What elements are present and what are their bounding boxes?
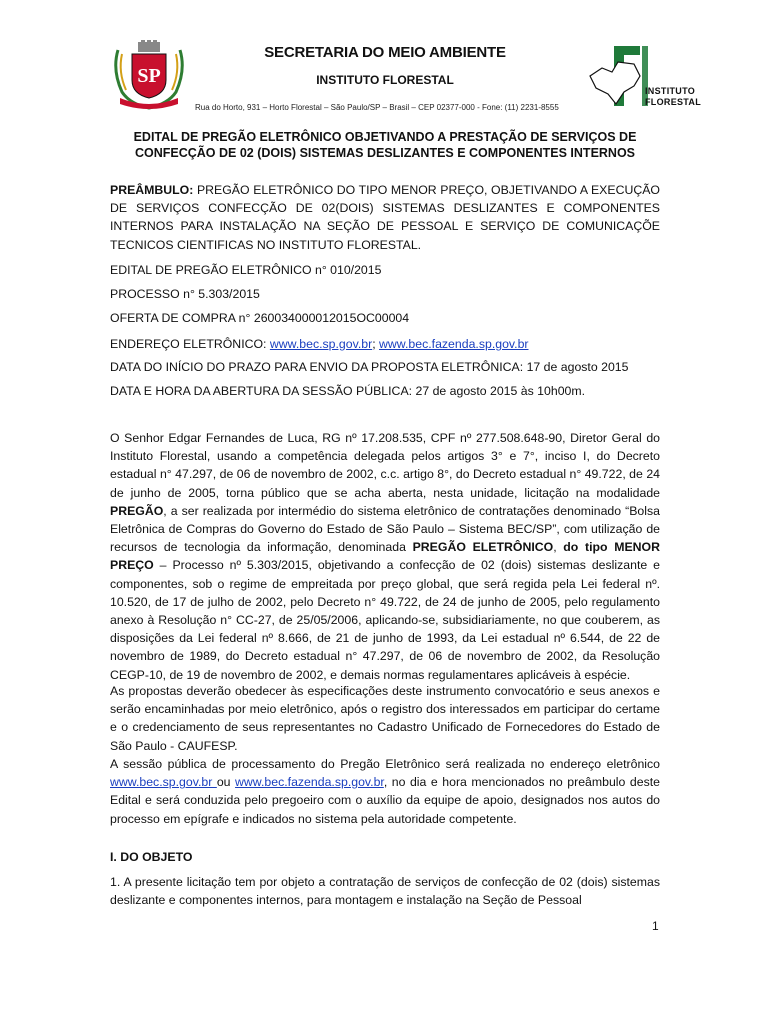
para3-text-1: A sessão pública de processamento do Pregão Eletrônico será realizada no endereço eletrônico xyxy=(110,757,660,771)
edital-number: EDITAL DE PREGÃO ELETRÔNICO n° 010/2015 xyxy=(110,263,382,277)
para3-text-3: , no dia e hora mencionados no preâmbulo deste Edital e será conduzida pelo pregoeiro com o auxílio da equipe de apoio, designados nos autos do processo em epígrafe e indicados no sistema pela autoridade competente. xyxy=(110,775,660,826)
processo-number: PROCESSO n° 5.303/2015 xyxy=(110,287,260,301)
endereco-label: ENDEREÇO ELETRÔNICO: xyxy=(110,337,270,351)
sessao-publica-paragraph xyxy=(110,755,660,828)
preambulo-text: PREGÃO ELETRÔNICO DO TIPO MENOR PREÇO, OBJETIVANDO A EXECUÇÃO DE SERVIÇOS CONFECÇÃO DE 02(DOIS) SISTEMAS DESLIZANTES E COMPONENTES INTERNOS PARA INSTALAÇÃO NA SEÇÃO DE PESSOAL E SERVIÇO DE COMUNICAÇÕE TECNICOS CIENTIFICAS NO INSTITUTO FLORESTAL. xyxy=(110,183,660,252)
logo-if-text-1: INSTITUTO xyxy=(645,86,696,96)
preambulo-label: PREÂMBULO: xyxy=(110,183,194,197)
document-title xyxy=(110,129,660,161)
para3-bec-fazenda-link[interactable]: www.bec.fazenda.sp.gov.br xyxy=(235,775,384,790)
para1-bold-pregao-eletronico: PREGÃO ELETRÔNICO xyxy=(412,540,554,555)
para1-bold-tipo: do tipo MENOR PREÇO xyxy=(110,540,660,573)
para3-text-2: ou xyxy=(216,775,236,790)
data-inicio-prazo: DATA DO INÍCIO DO PRAZO PARA ENVIO DA PROPOSTA ELETRÔNICA: 17 de agosto 2015 xyxy=(110,360,629,374)
section-heading-objeto: I. DO OBJETO xyxy=(110,850,193,864)
para1-text-4: – Processo nº 5.303/2015, objetivando a confecção de 02 (dois) sistemas deslizante e componentes, sob o regime de empreitada por preço global, que será regida pela Lei federal nº. 10.520, de 17 de julho de 2002, pelo Decreto n° 49.722, de 24 de junho de 2005, pelo regulamento anexo à Resolução n° CC-27, de 25/05/2006, aplicando-se, subsidiariamente, no que couberem, as disposições da Lei federal nº 8.666, de 21 de junho de 1993, da Lei estadual nº 6.544, de 22 de novembro de 1989, do Decreto estadual n° 47.297, de 06 de novembro de 2002, da Resolução CEGP-10, de 19 de novembro de 2002, e demais normas regulamentares aplicáveis à espécie. xyxy=(110,558,660,682)
logo-if-text-2: FLORESTAL xyxy=(645,97,702,107)
para1-text-1: O Senhor Edgar Fernandes de Luca, RG nº 17.208.535, CPF nº 277.508.648-90, Diretor Geral do Instituto Florestal, usando a competência delegada pelos artigos 3° e 7°, inciso I, do Decreto estadual n° 47.297, de 06 de novembro de 2002, c.c. artigo 8°, do Decreto estadual n° 49.722, de 24 de junho de 2005, torna público que se acha aberta, nesta unidade, licitação na modalidade xyxy=(110,431,660,500)
propostas-paragraph: As propostas deverão obedecer às especificações deste instrumento convocatório e seus anexos e serão encaminhadas por meio eletrônico, após o registro dos interessados em participar do certame e o credenciamento de seus representantes no Cadastro Unificado de Fornecedores do Estado de São Paulo - CAUFESP. xyxy=(110,684,660,753)
bec-link[interactable]: www.bec.sp.gov.br xyxy=(269,337,373,351)
main-paragraph xyxy=(110,429,660,684)
page-number: 1 xyxy=(652,919,659,933)
bec-fazenda-link[interactable]: www.bec.fazenda.sp.gov.br xyxy=(379,337,529,351)
endereco-eletronico xyxy=(110,337,529,351)
title-line-1: EDITAL DE PREGÃO ELETRÔNICO OBJETIVANDO A PRESTAÇÃO DE SERVIÇOS DE xyxy=(133,130,637,144)
title-line-2: CONFECÇÃO DE 02 (DOIS) SISTEMAS DESLIZANTES E COMPONENTES INTERNOS xyxy=(134,146,636,160)
logo-sp-text: SP xyxy=(137,65,161,87)
institution-address: Rua do Horto, 931 – Horto Florestal – São Paulo/SP – Brasil – CEP 02377-000 - Fone: (11) 2231-8555 xyxy=(195,103,559,112)
para1-bold-pregao: PREGÃO xyxy=(110,503,164,518)
para3-bec-link[interactable]: www.bec.sp.gov.br xyxy=(110,775,217,790)
para1-text-3: , xyxy=(553,540,564,555)
data-abertura-sessao: DATA E HORA DA ABERTURA DA SESSÃO PÚBLICA: 27 de agosto 2015 às 10h00m. xyxy=(110,384,586,398)
secretaria-heading: SECRETARIA DO MEIO AMBIENTE xyxy=(264,44,506,61)
instituto-florestal-logo xyxy=(588,42,703,110)
link-separator: ; xyxy=(372,337,380,351)
oferta-compra-number: OFERTA DE COMPRA n° 260034000012015OC00004 xyxy=(110,311,410,325)
para1-text-2: , a ser realizada por intermédio do sistema eletrônico de contratações denominado “Bolsa Eletrônica de Compras do Governo do Estado de São Paulo – Sistema BEC/SP”, com utilização de recursos de tecnologia da informação, denominada xyxy=(110,503,660,555)
objeto-paragraph: 1. A presente licitação tem por objeto a contratação de serviços de confecção de 02 (dois) sistemas deslizante e componentes internos, para montagem e instalação na Seção de Pessoal xyxy=(110,875,660,908)
preambulo-paragraph xyxy=(110,181,660,254)
instituto-heading: INSTITUTO FLORESTAL xyxy=(316,73,454,87)
